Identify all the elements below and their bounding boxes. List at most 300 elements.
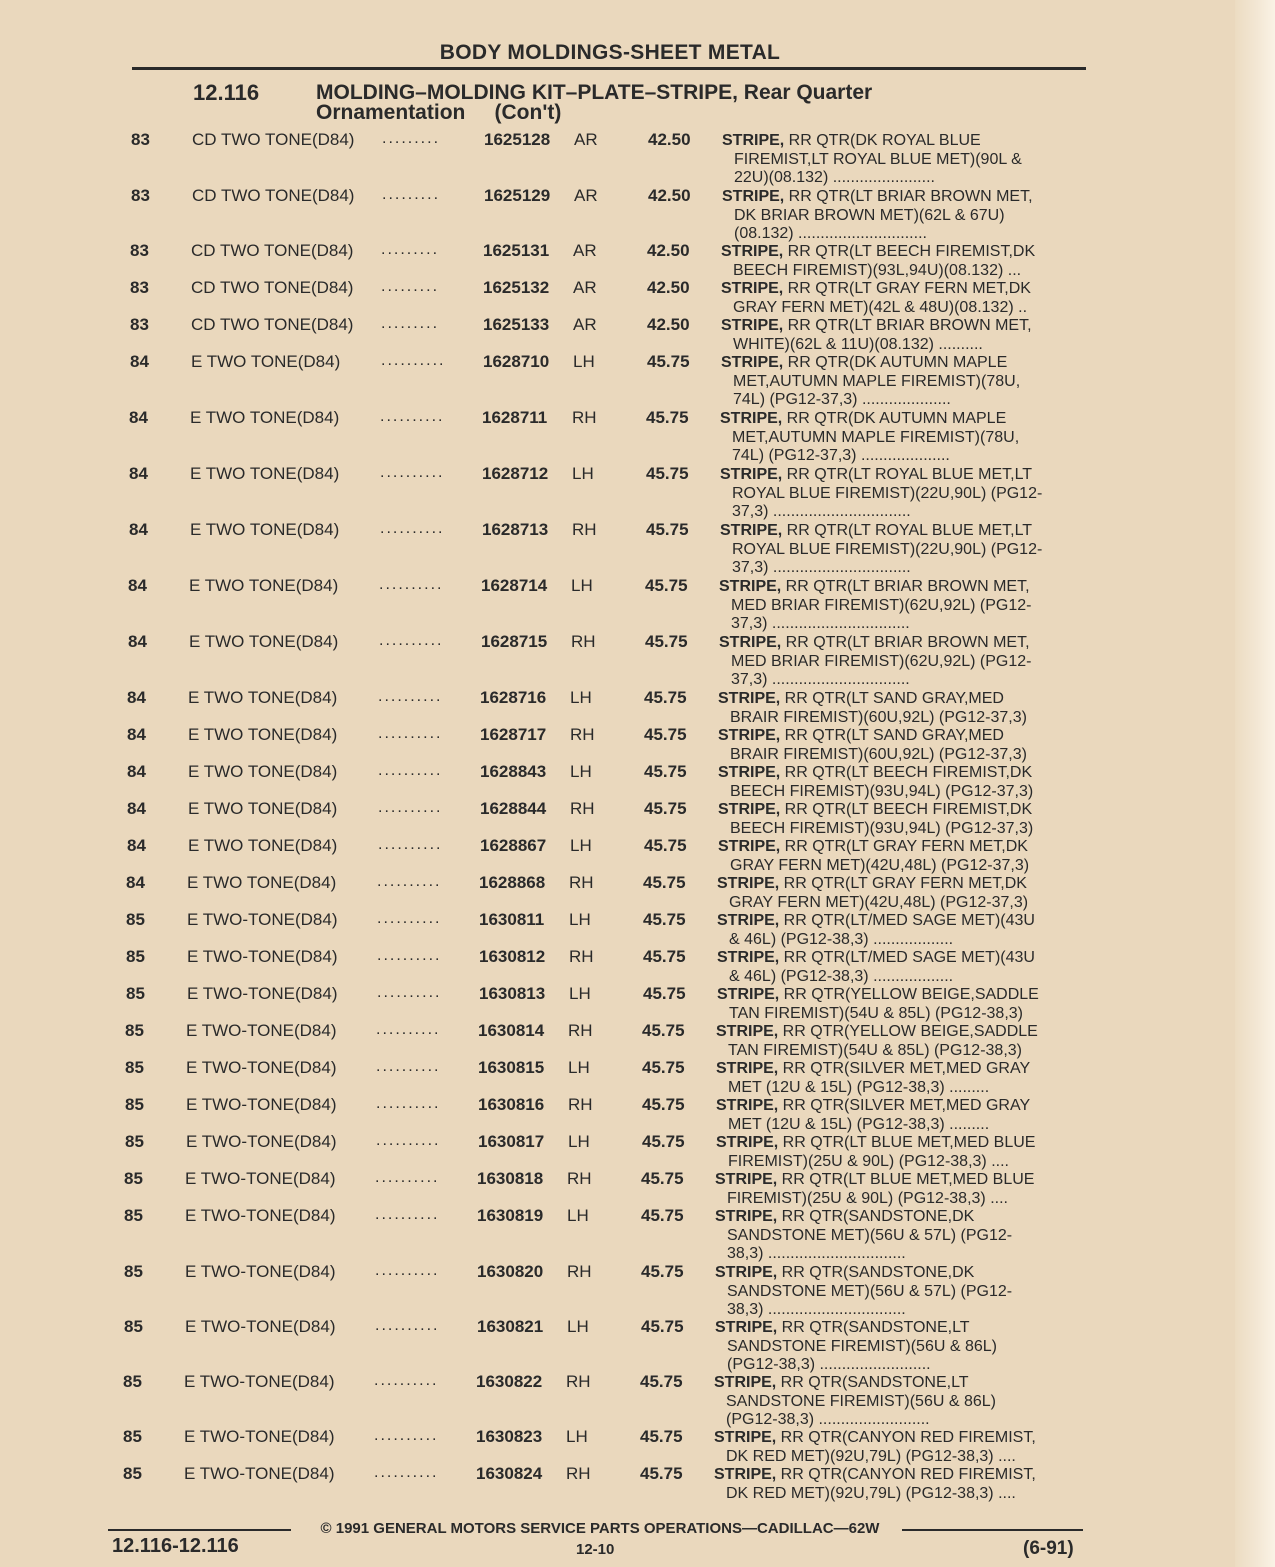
part-row (0, 520, 1275, 576)
part-description (717, 986, 1087, 1023)
ref-number: 85 (126, 947, 145, 966)
part-number: 1630811 (479, 910, 545, 929)
model-code: E TWO-TONE(D84) (186, 1021, 337, 1040)
ref-number: 85 (125, 1058, 144, 1077)
leader-dots: .......... (375, 1206, 440, 1223)
leader-dots: .......... (377, 984, 442, 1001)
price: 45.75 (644, 725, 687, 744)
leader-dots: .......... (378, 688, 443, 705)
part-description (715, 1264, 1085, 1320)
price: 45.75 (640, 1427, 683, 1446)
leader-dots: .......... (378, 762, 443, 779)
part-description (714, 1374, 1084, 1430)
model-code: E TWO-TONE(D84) (186, 1058, 337, 1077)
model-code: E TWO-TONE(D84) (185, 1206, 336, 1225)
ref-number: 84 (127, 762, 146, 781)
ref-number: 85 (124, 1206, 143, 1225)
part-number: 1630815 (478, 1058, 545, 1077)
part-description (720, 466, 1090, 522)
description-line: & 46L) (PG12-38,3) .................. (729, 930, 954, 948)
ref-number: 83 (130, 315, 149, 334)
section-title-line1: MOLDING–MOLDING KIT–PLATE–STRIPE, Rear Quarter (316, 81, 873, 104)
part-description (717, 912, 1087, 949)
description-line: MET (12U & 15L) (PG12-38,3) ......... (728, 1078, 990, 1096)
part-row (0, 910, 1275, 948)
side-code: RH (566, 1372, 591, 1391)
description-line: STRIPE, RR QTR(LT BEECH FIREMIST,DK (718, 764, 1033, 781)
part-row (0, 762, 1275, 800)
model-code: E TWO-TONE(D84) (185, 1169, 336, 1188)
part-number: 1628710 (483, 352, 550, 371)
part-description (718, 690, 1088, 727)
part-number: 1630820 (477, 1262, 544, 1281)
price: 45.75 (646, 464, 689, 483)
model-code: E TWO-TONE(D84) (186, 1132, 337, 1151)
part-row (0, 241, 1275, 279)
price: 42.50 (647, 241, 690, 260)
price: 45.75 (642, 1095, 685, 1114)
part-row (0, 836, 1275, 874)
part-row (0, 1206, 1275, 1262)
part-description (718, 838, 1088, 875)
footer-rule-right (902, 1529, 1083, 1531)
part-row (0, 947, 1275, 985)
description-line: (PG12-38,3) ......................... (726, 1411, 930, 1428)
description-line: DK RED MET)(92U,79L) (PG12-38,3) .... (726, 1447, 1016, 1465)
part-row (0, 1262, 1275, 1318)
description-line: MED BRIAR FIREMIST)(62U,92L) (PG12- (731, 596, 1032, 614)
header-rule (132, 67, 1086, 70)
model-code: E TWO-TONE(D84) (184, 1427, 335, 1446)
description-line: STRIPE, RR QTR(SILVER MET,MED GRAY (716, 1097, 1031, 1114)
description-line: STRIPE, RR QTR(YELLOW BEIGE,SADDLE (716, 1023, 1038, 1040)
description-line: STRIPE, RR QTR(DK AUTUMN MAPLE (720, 410, 1007, 427)
description-line: STRIPE, RR QTR(LT GRAY FERN MET,DK (721, 280, 1031, 297)
side-code: RH (569, 873, 594, 892)
part-number: 1630821 (477, 1317, 544, 1336)
description-line: (08.132) ............................. (734, 225, 927, 242)
part-number: 1625129 (484, 186, 551, 205)
part-number: 1625133 (483, 315, 550, 334)
description-line: STRIPE, RR QTR(SILVER MET,MED GRAY (716, 1060, 1031, 1077)
ref-number: 85 (124, 1317, 143, 1336)
price: 45.75 (644, 688, 687, 707)
part-description (715, 1319, 1085, 1375)
part-number: 1630812 (479, 947, 546, 966)
model-code: CD TWO TONE(D84) (191, 241, 354, 260)
part-description (714, 1429, 1084, 1466)
part-number: 1628844 (480, 799, 547, 818)
ref-number: 85 (123, 1427, 142, 1446)
ref-number: 83 (130, 241, 149, 260)
footer-page-number: 12-10 (576, 1541, 615, 1558)
part-description (722, 132, 1092, 188)
model-code: E TWO TONE(D84) (190, 464, 340, 483)
price: 45.75 (643, 910, 686, 929)
model-code: E TWO TONE(D84) (188, 688, 338, 707)
side-code: AR (574, 186, 598, 205)
description-line: STRIPE, RR QTR(SANDSTONE,DK (715, 1208, 975, 1225)
price: 45.75 (644, 762, 687, 781)
part-row (0, 799, 1275, 837)
part-number: 1628716 (480, 688, 547, 707)
ref-number: 83 (131, 186, 150, 205)
description-line: MED BRIAR FIREMIST)(62U,92L) (PG12- (731, 652, 1032, 670)
price: 45.75 (642, 1021, 685, 1040)
part-description (715, 1208, 1085, 1264)
description-line: ROYAL BLUE FIREMIST)(22U,90L) (PG12- (732, 484, 1043, 502)
ref-number: 84 (127, 725, 146, 744)
description-line: STRIPE, RR QTR(LT BEECH FIREMIST,DK (718, 801, 1033, 818)
part-number: 1628713 (482, 520, 549, 539)
footer-copyright: © 1991 GENERAL MOTORS SERVICE PARTS OPERATIONS—CADILLAC—62W (320, 1520, 880, 1537)
model-code: E TWO TONE(D84) (188, 836, 338, 855)
part-row (0, 1095, 1275, 1133)
side-code: AR (573, 278, 597, 297)
section-title-line2: Ornamentation (Con't) (316, 101, 562, 124)
model-code: E TWO TONE(D84) (191, 352, 341, 371)
part-description (719, 578, 1089, 634)
part-row (0, 1372, 1275, 1428)
side-code: LH (567, 1317, 589, 1336)
leader-dots: .......... (376, 1095, 441, 1112)
part-number: 1628712 (482, 464, 549, 483)
leader-dots: ......... (381, 315, 440, 332)
part-number: 1625131 (483, 241, 550, 260)
description-line: GRAY FERN MET)(42U,48L) (PG12-37,3) (729, 893, 1029, 911)
ref-number: 84 (127, 799, 146, 818)
part-description (718, 764, 1088, 801)
part-description (721, 354, 1091, 410)
side-code: LH (570, 836, 592, 855)
side-code: LH (573, 352, 595, 371)
part-row (0, 1021, 1275, 1059)
ref-number: 85 (126, 910, 145, 929)
side-code: RH (568, 1021, 593, 1040)
side-code: RH (566, 1464, 591, 1483)
part-description (716, 1097, 1086, 1134)
price: 45.75 (642, 1132, 685, 1151)
part-number: 1630813 (479, 984, 546, 1003)
part-number: 1628715 (481, 632, 548, 651)
part-description (719, 634, 1089, 690)
part-row (0, 1169, 1275, 1207)
price: 45.75 (641, 1169, 684, 1188)
description-line: TAN FIREMIST)(54U & 85L) (PG12-38,3) (729, 1004, 1023, 1022)
part-description (722, 188, 1092, 244)
part-row (0, 984, 1275, 1022)
model-code: E TWO TONE(D84) (190, 408, 340, 427)
part-description (721, 317, 1091, 354)
leader-dots: .......... (377, 910, 442, 927)
part-number: 1630824 (476, 1464, 543, 1483)
price: 45.75 (643, 947, 686, 966)
part-row (0, 130, 1275, 186)
description-line: GRAY FERN MET)(42L & 48U)(08.132) .. (733, 298, 1028, 316)
description-line: 37,3) ............................... (732, 503, 911, 520)
description-line: STRIPE, RR QTR(LT BRIAR BROWN MET, (722, 188, 1033, 205)
leader-dots: .......... (380, 520, 445, 537)
description-line: GRAY FERN MET)(42U,48L) (PG12-37,3) (730, 856, 1030, 874)
description-line: 74L) (PG12-37,3) .................... (732, 447, 950, 464)
price: 45.75 (643, 984, 686, 1003)
part-description (720, 522, 1090, 578)
leader-dots: .......... (378, 836, 443, 853)
description-line: STRIPE, RR QTR(LT BRIAR BROWN MET, (721, 317, 1032, 334)
description-line: MET,AUTUMN MAPLE FIREMIST)(78U, (733, 372, 1021, 390)
leader-dots: .......... (378, 725, 443, 742)
part-row (0, 315, 1275, 353)
side-code: AR (573, 315, 597, 334)
side-code: LH (572, 464, 594, 483)
description-line: STRIPE, RR QTR(LT SAND GRAY,MED (718, 690, 1004, 707)
description-line: SANDSTONE MET)(56U & 57L) (PG12- (727, 1226, 1013, 1244)
part-row (0, 186, 1275, 242)
leader-dots: ......... (381, 278, 440, 295)
description-line: STRIPE, RR QTR(LT BLUE MET,MED BLUE (716, 1134, 1036, 1151)
footer-date: (6-91) (1023, 1538, 1074, 1559)
description-line: 74L) (PG12-37,3) .................... (733, 391, 951, 408)
description-line: 38,3) ............................... (727, 1301, 906, 1318)
side-code: LH (569, 910, 591, 929)
model-code: E TWO-TONE(D84) (185, 1317, 336, 1336)
side-code: LH (568, 1132, 590, 1151)
side-code: AR (574, 130, 598, 149)
description-line: MET (12U & 15L) (PG12-38,3) ......... (728, 1115, 990, 1133)
side-code: LH (571, 576, 593, 595)
part-row (0, 352, 1275, 408)
model-code: E TWO TONE(D84) (188, 725, 338, 744)
description-line: STRIPE, RR QTR(DK ROYAL BLUE (722, 132, 981, 149)
part-description (717, 875, 1087, 912)
model-code: E TWO TONE(D84) (188, 762, 338, 781)
part-description (718, 727, 1088, 764)
description-line: STRIPE, RR QTR(LT GRAY FERN MET,DK (717, 875, 1027, 892)
ref-number: 84 (129, 408, 148, 427)
side-code: RH (567, 1169, 592, 1188)
leader-dots: .......... (379, 576, 444, 593)
part-number: 1628867 (480, 836, 547, 855)
model-code: E TWO-TONE(D84) (187, 984, 338, 1003)
part-description (716, 1060, 1086, 1097)
description-line: (PG12-38,3) ......................... (727, 1356, 931, 1373)
leader-dots: .......... (376, 1132, 441, 1149)
part-row (0, 278, 1275, 316)
part-row (0, 1132, 1275, 1170)
price: 45.75 (644, 836, 687, 855)
price: 42.50 (648, 186, 691, 205)
description-line: 37,3) ............................... (732, 559, 911, 576)
description-line: BEECH FIREMIST)(93L,94U)(08.132) ... (733, 261, 1022, 279)
description-line: SANDSTONE MET)(56U & 57L) (PG12- (727, 1282, 1013, 1300)
leader-dots: ......... (381, 241, 440, 258)
part-number: 1628717 (480, 725, 547, 744)
side-code: RH (567, 1262, 592, 1281)
description-line: FIREMIST)(25U & 90L) (PG12-38,3) .... (727, 1189, 1008, 1207)
model-code: E TWO TONE(D84) (190, 520, 340, 539)
leader-dots: .......... (374, 1372, 439, 1389)
leader-dots: .......... (375, 1169, 440, 1186)
description-line: STRIPE, RR QTR(DK AUTUMN MAPLE (721, 354, 1008, 371)
side-code: RH (569, 947, 594, 966)
description-line: STRIPE, RR QTR(LT BLUE MET,MED BLUE (715, 1171, 1035, 1188)
price: 45.75 (646, 520, 689, 539)
price: 45.75 (641, 1206, 684, 1225)
leader-dots: .......... (380, 464, 445, 481)
description-line: BRAIR FIREMIST)(60U,92L) (PG12-37,3) (730, 745, 1027, 763)
description-line: 22U)(08.132) ....................... (734, 169, 935, 186)
side-code: LH (570, 762, 592, 781)
description-line: DK BRIAR BROWN MET)(62L & 67U) (734, 206, 1005, 224)
price: 45.75 (647, 352, 690, 371)
part-row (0, 725, 1275, 763)
ref-number: 84 (129, 464, 148, 483)
part-number: 1628868 (479, 873, 546, 892)
ref-number: 84 (126, 873, 145, 892)
description-line: STRIPE, RR QTR(LT ROYAL BLUE MET,LT (720, 522, 1033, 539)
model-code: E TWO-TONE(D84) (187, 910, 338, 929)
footer-rule-left (108, 1529, 291, 1531)
part-description (714, 1466, 1084, 1503)
description-line: ROYAL BLUE FIREMIST)(22U,90L) (PG12- (732, 540, 1043, 558)
part-description (717, 949, 1087, 986)
side-code: RH (572, 408, 597, 427)
price: 45.75 (643, 873, 686, 892)
leader-dots: .......... (380, 408, 445, 425)
side-code: LH (569, 984, 591, 1003)
price: 45.75 (640, 1372, 683, 1391)
ref-number: 85 (126, 984, 145, 1003)
part-row (0, 873, 1275, 911)
price: 42.50 (648, 130, 691, 149)
model-code: CD TWO TONE(D84) (191, 315, 354, 334)
price: 45.75 (645, 576, 688, 595)
side-code: LH (570, 688, 592, 707)
part-description (715, 1171, 1085, 1208)
description-line: STRIPE, RR QTR(LT BEECH FIREMIST,DK (721, 243, 1036, 260)
description-line: FIREMIST,LT ROYAL BLUE MET)(90L & (734, 150, 1022, 168)
section-number: 12.116 (193, 80, 260, 105)
ref-number: 85 (124, 1169, 143, 1188)
description-line: STRIPE, RR QTR(LT GRAY FERN MET,DK (718, 838, 1028, 855)
model-code: E TWO-TONE(D84) (184, 1464, 335, 1483)
model-code: E TWO TONE(D84) (187, 873, 337, 892)
description-line: STRIPE, RR QTR(LT BRIAR BROWN MET, (719, 578, 1030, 595)
part-number: 1625128 (484, 130, 551, 149)
description-line: STRIPE, RR QTR(LT ROYAL BLUE MET,LT (720, 466, 1033, 483)
part-description (716, 1134, 1086, 1171)
leader-dots: .......... (375, 1317, 440, 1334)
description-line: STRIPE, RR QTR(LT SAND GRAY,MED (718, 727, 1004, 744)
description-line: STRIPE, RR QTR(YELLOW BEIGE,SADDLE (717, 986, 1039, 1003)
section-title (316, 83, 1016, 123)
side-code: LH (566, 1427, 588, 1446)
side-code: LH (567, 1206, 589, 1225)
part-number: 1630817 (478, 1132, 545, 1151)
part-row (0, 688, 1275, 726)
part-number: 1630814 (478, 1021, 545, 1040)
price: 45.75 (640, 1464, 683, 1483)
side-code: RH (571, 632, 596, 651)
page-header-title: BODY MOLDINGS-SHEET METAL (439, 41, 781, 64)
description-line: & 46L) (PG12-38,3) .................. (729, 967, 954, 985)
model-code: E TWO-TONE(D84) (184, 1372, 335, 1391)
side-code: RH (572, 520, 597, 539)
model-code: E TWO TONE(D84) (189, 576, 339, 595)
description-line: 38,3) ............................... (727, 1245, 906, 1262)
part-number: 1628711 (482, 408, 548, 427)
part-row (0, 1427, 1275, 1465)
model-code: E TWO-TONE(D84) (185, 1262, 336, 1281)
description-line: STRIPE, RR QTR(LT/MED SAGE MET)(43U (717, 912, 1035, 929)
leader-dots: .......... (377, 947, 442, 964)
leader-dots: .......... (377, 873, 442, 890)
ref-number: 85 (123, 1372, 142, 1391)
model-code: CD TWO TONE(D84) (192, 186, 355, 205)
price: 45.75 (645, 632, 688, 651)
description-line: DK RED MET)(92U,79L) (PG12-38,3) .... (726, 1484, 1016, 1502)
side-code: RH (568, 1095, 593, 1114)
price: 45.75 (642, 1058, 685, 1077)
side-code: RH (570, 799, 595, 818)
description-line: STRIPE, RR QTR(LT/MED SAGE MET)(43U (717, 949, 1035, 966)
part-number: 1630818 (477, 1169, 544, 1188)
model-code: CD TWO TONE(D84) (192, 130, 355, 149)
description-line: BEECH FIREMIST)(93U,94L) (PG12-37,3) (730, 782, 1034, 800)
model-code: E TWO-TONE(D84) (186, 1095, 337, 1114)
leader-dots: .......... (374, 1464, 439, 1481)
ref-number: 84 (128, 632, 147, 651)
model-code: E TWO TONE(D84) (188, 799, 338, 818)
description-line: STRIPE, RR QTR(LT BRIAR BROWN MET, (719, 634, 1030, 651)
description-line: STRIPE, RR QTR(SANDSTONE,LT (715, 1319, 970, 1336)
leader-dots: .......... (379, 632, 444, 649)
leader-dots: ......... (382, 186, 441, 203)
model-code: E TWO-TONE(D84) (187, 947, 338, 966)
ref-number: 84 (129, 520, 148, 539)
part-description (718, 801, 1088, 838)
part-row (0, 1464, 1275, 1502)
part-number: 1630822 (476, 1372, 543, 1391)
description-line: FIREMIST)(25U & 90L) (PG12-38,3) .... (728, 1152, 1009, 1170)
part-description (720, 410, 1090, 466)
ref-number: 85 (125, 1132, 144, 1151)
description-line: 37,3) ............................... (731, 671, 910, 688)
description-line: STRIPE, RR QTR(SANDSTONE,DK (715, 1264, 975, 1281)
leader-dots: .......... (375, 1262, 440, 1279)
price: 45.75 (646, 408, 689, 427)
description-line: TAN FIREMIST)(54U & 85L) (PG12-38,3) (728, 1041, 1022, 1059)
ref-number: 85 (125, 1021, 144, 1040)
part-row (0, 408, 1275, 464)
description-line: MET,AUTUMN MAPLE FIREMIST)(78U, (732, 428, 1020, 446)
part-row (0, 464, 1275, 520)
ref-number: 83 (131, 130, 150, 149)
part-description (721, 280, 1091, 317)
model-code: E TWO TONE(D84) (189, 632, 339, 651)
part-description (721, 243, 1091, 280)
price: 42.50 (647, 278, 690, 297)
price: 45.75 (641, 1317, 684, 1336)
part-number: 1630819 (477, 1206, 544, 1225)
description-line: SANDSTONE FIREMIST)(56U & 86L) (727, 1337, 997, 1355)
leader-dots: .......... (374, 1427, 439, 1444)
ref-number: 85 (123, 1464, 142, 1483)
leader-dots: .......... (378, 799, 443, 816)
description-line: WHITE)(62L & 11U)(08.132) .......... (733, 335, 983, 353)
description-line: STRIPE, RR QTR(CANYON RED FIREMIST, (714, 1429, 1036, 1446)
description-line: SANDSTONE FIREMIST)(56U & 86L) (726, 1392, 996, 1410)
